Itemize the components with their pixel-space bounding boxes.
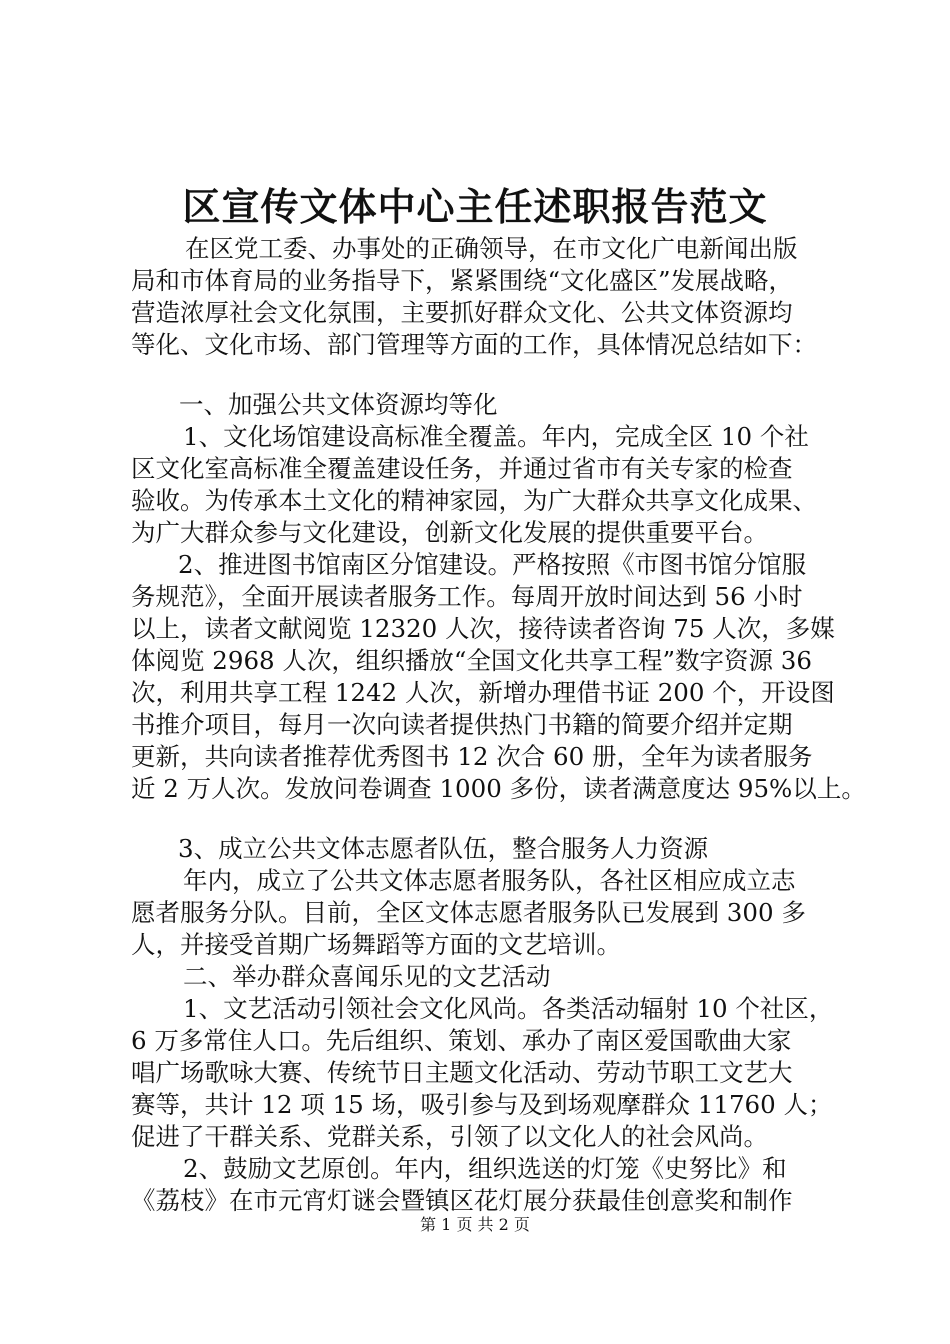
paragraph-line: 书推介项目，每月一次向读者提供热门书籍的简要介绍并定期 — [131, 710, 793, 739]
paragraph-line: 体阅览 2968 人次，组织播放“全国文化共享工程”数字资源 36 — [131, 646, 812, 675]
section-heading: 一、加强公共文体资源均等化 — [179, 390, 498, 419]
paragraph-line: 愿者服务分队。目前，全区文体志愿者服务队已发展到 300 多 — [131, 898, 806, 927]
paragraph-line: 6 万多常住人口。先后组织、策划、承办了南区爱国歌曲大家 — [131, 1026, 792, 1055]
paragraph-line: 更新，共向读者推荐优秀图书 12 次合 60 册，全年为读者服务 — [131, 742, 813, 771]
paragraph-line: 区文化室高标准全覆盖建设任务，并通过省市有关专家的检查 — [131, 454, 793, 483]
paragraph-line: 唱广场歌咏大赛、传统节日主题文化活动、劳动节职工文艺大 — [131, 1058, 793, 1087]
section-heading: 3、成立公共文体志愿者队伍，整合服务人力资源 — [178, 834, 709, 863]
paragraph-line: 局和市体育局的业务指导下，紧紧围绕“文化盛区”发展战略， — [131, 266, 794, 295]
paragraph-line: 近 2 万人次。发放问卷调查 1000 多份，读者满意度达 95%以上。 — [131, 774, 866, 803]
paragraph-line: 2、鼓励文艺原创。年内，组织选送的灯笼《史努比》和 — [183, 1154, 787, 1183]
paragraph-line: 《荔枝》在市元宵灯谜会暨镇区花灯展分获最佳创意奖和制作 — [131, 1186, 793, 1215]
paragraph-line: 2、推进图书馆南区分馆建设。严格按照《市图书馆分馆服 — [178, 550, 807, 579]
paragraph-line: 年内，成立了公共文体志愿者服务队，各社区相应成立志 — [183, 866, 796, 895]
paragraph-line: 为广大群众参与文化建设，创新文化发展的提供重要平台。 — [131, 518, 768, 547]
paragraph-line: 人，并接受首期广场舞蹈等方面的文艺培训。 — [131, 930, 621, 959]
paragraph-line: 以上，读者文献阅览 12320 人次，接待读者咨询 75 人次，多媒 — [131, 614, 835, 643]
paragraph-line: 次，利用共享工程 1242 人次，新增办理借书证 200 个，开设图 — [131, 678, 835, 707]
paragraph-line: 促进了干群关系、党群关系，引领了以文化人的社会风尚。 — [131, 1122, 768, 1151]
page-footer: 第 1 页 共 2 页 — [420, 1215, 530, 1234]
paragraph-line: 等化、文化市场、部门管理等方面的工作，具体情况总结如下： — [131, 330, 817, 359]
paragraph-line: 务规范》，全面开展读者服务工作。每周开放时间达到 56 小时 — [131, 582, 803, 611]
document-title: 区宣传文体中心主任述职报告范文 — [182, 184, 768, 229]
paragraph-line: 1、文艺活动引领社会文化风尚。各类活动辐射 10 个社区， — [183, 994, 834, 1023]
section-heading: 二、举办群众喜闻乐见的文艺活动 — [183, 962, 551, 991]
paragraph-line: 赛等，共计 12 项 15 场，吸引参与及到场观摩群众 11760 人； — [131, 1090, 833, 1119]
paragraph-line: 验收。为传承本土文化的精神家园，为广大群众共享文化成果、 — [131, 486, 817, 515]
paragraph-line: 在区党工委、办事处的正确领导，在市文化广电新闻出版 — [185, 234, 798, 263]
paragraph-line: 1、文化场馆建设高标准全覆盖。年内，完成全区 10 个社 — [183, 422, 809, 451]
paragraph-line: 营造浓厚社会文化氛围，主要抓好群众文化、公共文体资源均 — [131, 298, 793, 327]
